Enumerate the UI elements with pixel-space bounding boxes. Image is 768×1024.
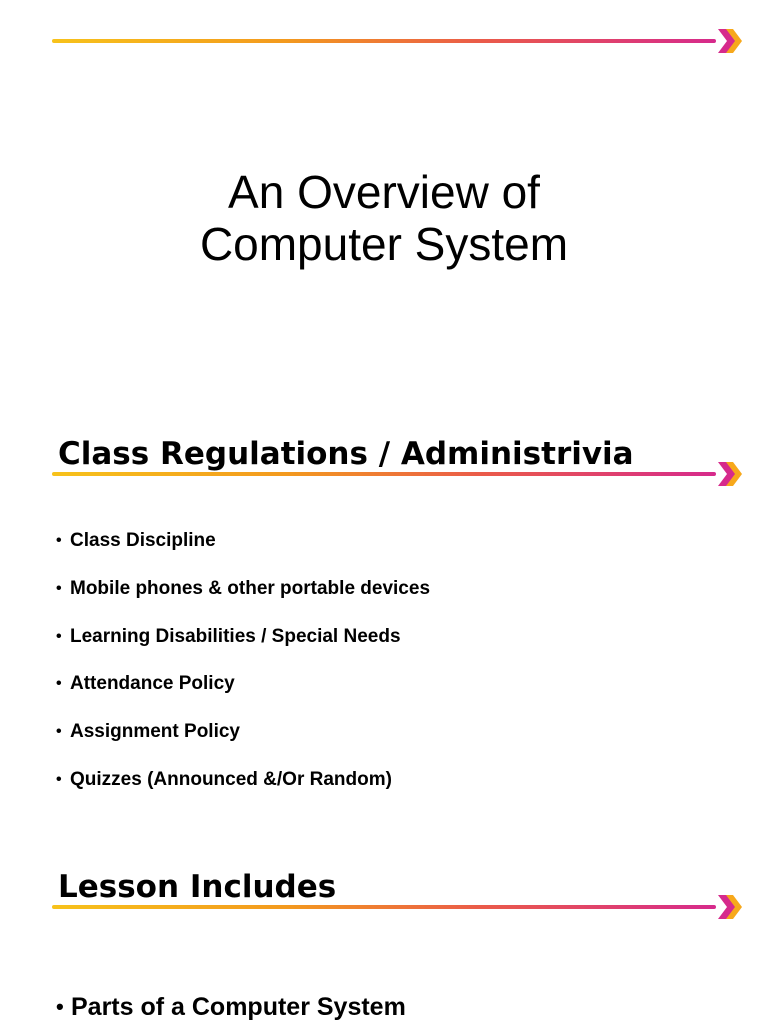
list-item-text: Quizzes (Announced &/Or Random) bbox=[70, 768, 392, 790]
list-item-text: Learning Disabilities / Special Needs bbox=[70, 625, 401, 647]
list-item bbox=[56, 528, 430, 576]
list-item-text: Class Discipline bbox=[70, 530, 216, 551]
list-item bbox=[56, 990, 406, 1024]
title-line-2: Computer System bbox=[199, 218, 569, 270]
bullet-icon: • bbox=[56, 532, 62, 549]
list-item bbox=[56, 624, 430, 672]
list-item-text: Parts of a Computer System bbox=[71, 993, 406, 1021]
list-item bbox=[56, 671, 430, 719]
title-line-1: An Overview of bbox=[228, 166, 540, 218]
chevron-arrow-icon bbox=[716, 462, 742, 486]
bullet-icon: • bbox=[56, 579, 62, 597]
slide-1-divider bbox=[52, 39, 716, 43]
slide-3-heading: Lesson Includes bbox=[58, 869, 337, 905]
slide-2-divider bbox=[52, 472, 716, 476]
list-item bbox=[56, 576, 430, 624]
list-item bbox=[56, 719, 430, 767]
bullet-icon: • bbox=[56, 770, 62, 788]
list-item-text: Assignment Policy bbox=[70, 721, 240, 743]
slide-2-heading: Class Regulations / Administrivia bbox=[58, 436, 634, 472]
bullet-icon: • bbox=[56, 675, 62, 693]
regulations-list bbox=[56, 528, 430, 815]
bullet-icon: • bbox=[56, 627, 62, 645]
bullet-icon: • bbox=[56, 994, 64, 1019]
bullet-icon: • bbox=[56, 723, 62, 741]
slide-3-divider bbox=[52, 905, 716, 909]
slide-1-title bbox=[0, 166, 768, 270]
chevron-arrow-icon bbox=[716, 895, 742, 919]
list-item-text: Mobile phones & other portable devices bbox=[70, 577, 431, 599]
chevron-arrow-icon bbox=[716, 29, 742, 53]
list-item bbox=[56, 767, 430, 815]
list-item-text: Attendance Policy bbox=[70, 673, 235, 695]
lesson-list bbox=[56, 990, 406, 1024]
